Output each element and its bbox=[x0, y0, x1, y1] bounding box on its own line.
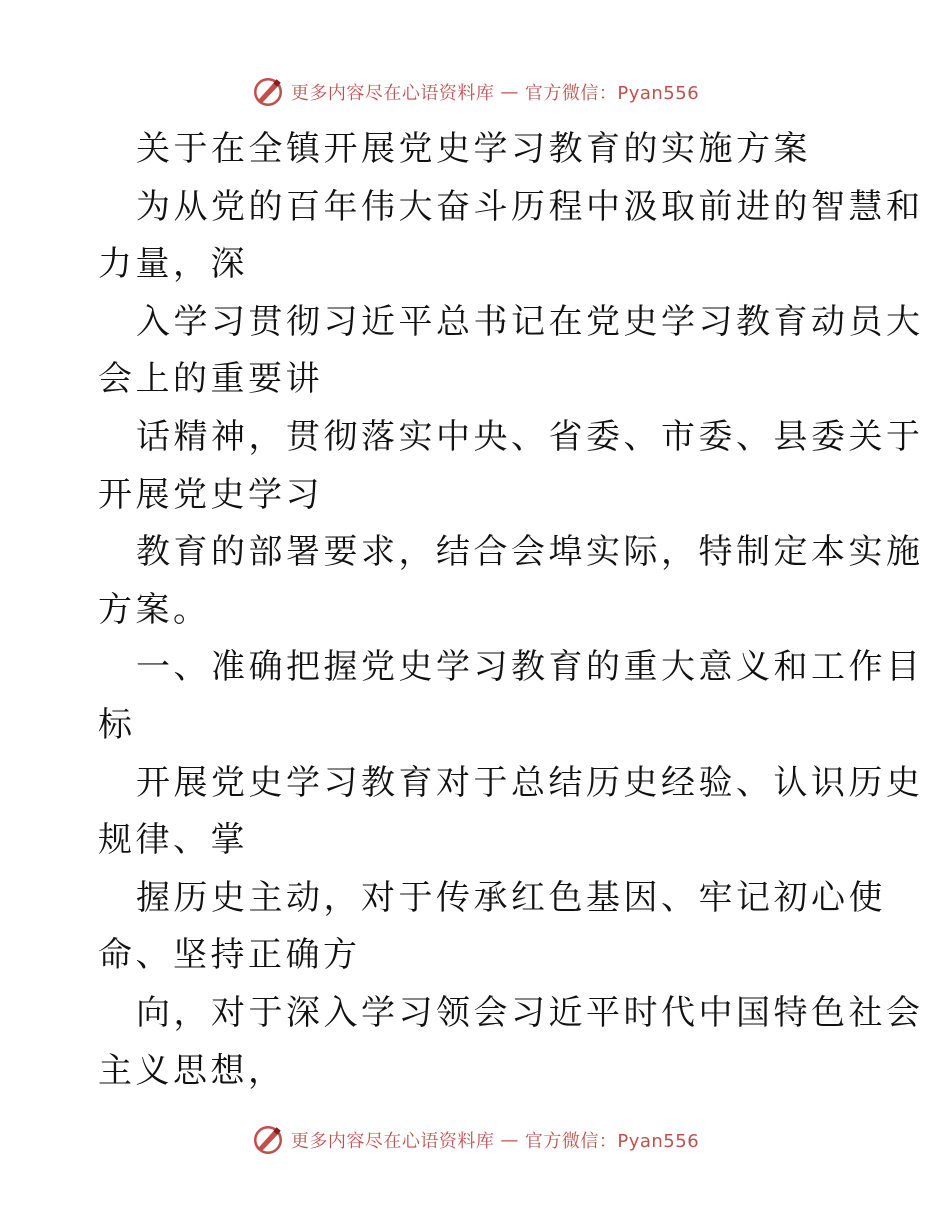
watermark-suffix: 官方微信：Pyan556 bbox=[524, 1131, 700, 1152]
section-heading-continuation: 标 bbox=[98, 704, 136, 745]
watermark-header bbox=[0, 72, 950, 112]
paragraph-line: 开展党史学习 bbox=[98, 474, 323, 515]
paragraph-line: 方案。 bbox=[98, 589, 211, 630]
watermark-main-text: 更多内容尽在心语资料库 bbox=[290, 1131, 495, 1152]
watermark-dash: — bbox=[500, 81, 519, 103]
paragraph-line: 教育的部署要求，结合会埠实际，特制定本实施 bbox=[136, 532, 924, 573]
pen-circle-logo-icon bbox=[251, 1123, 285, 1157]
pen-circle-logo-icon bbox=[251, 75, 285, 109]
watermark-dash: — bbox=[500, 1129, 519, 1151]
paragraph-line: 开展党史学习教育对于总结历史经验、认识历史 bbox=[136, 762, 924, 803]
paragraph-line: 向，对于深入学习领会习近平时代中国特色社会 bbox=[136, 992, 924, 1033]
document-title: 关于在全镇开展党史学习教育的实施方案 bbox=[136, 129, 811, 169]
paragraph-line: 主义思想， bbox=[98, 1050, 286, 1091]
watermark-suffix: 官方微信：Pyan556 bbox=[524, 83, 700, 104]
watermark-footer bbox=[0, 1120, 950, 1160]
paragraph-line: 会上的重要讲 bbox=[98, 359, 323, 400]
paragraph-line: 为从党的百年伟大奋斗历程中汲取前进的智慧和 bbox=[136, 186, 924, 227]
paragraph-line: 力量，深 bbox=[98, 244, 248, 285]
paragraph-line: 话精神，贯彻落实中央、省委、市委、县委关于 bbox=[136, 416, 924, 457]
paragraph-line: 规律、掌 bbox=[98, 820, 248, 861]
document-body bbox=[98, 121, 924, 1100]
paragraph-line: 握历史主动，对于传承红色基因、牢记初心使 bbox=[136, 877, 886, 918]
section-heading: 一、准确把握党史学习教育的重大意义和工作目 bbox=[136, 647, 924, 688]
watermark-main-text: 更多内容尽在心语资料库 bbox=[290, 83, 495, 104]
paragraph-line: 入学习贯彻习近平总书记在党史学习教育动员大 bbox=[136, 301, 924, 342]
paragraph-line: 命、坚持正确方 bbox=[98, 935, 361, 976]
